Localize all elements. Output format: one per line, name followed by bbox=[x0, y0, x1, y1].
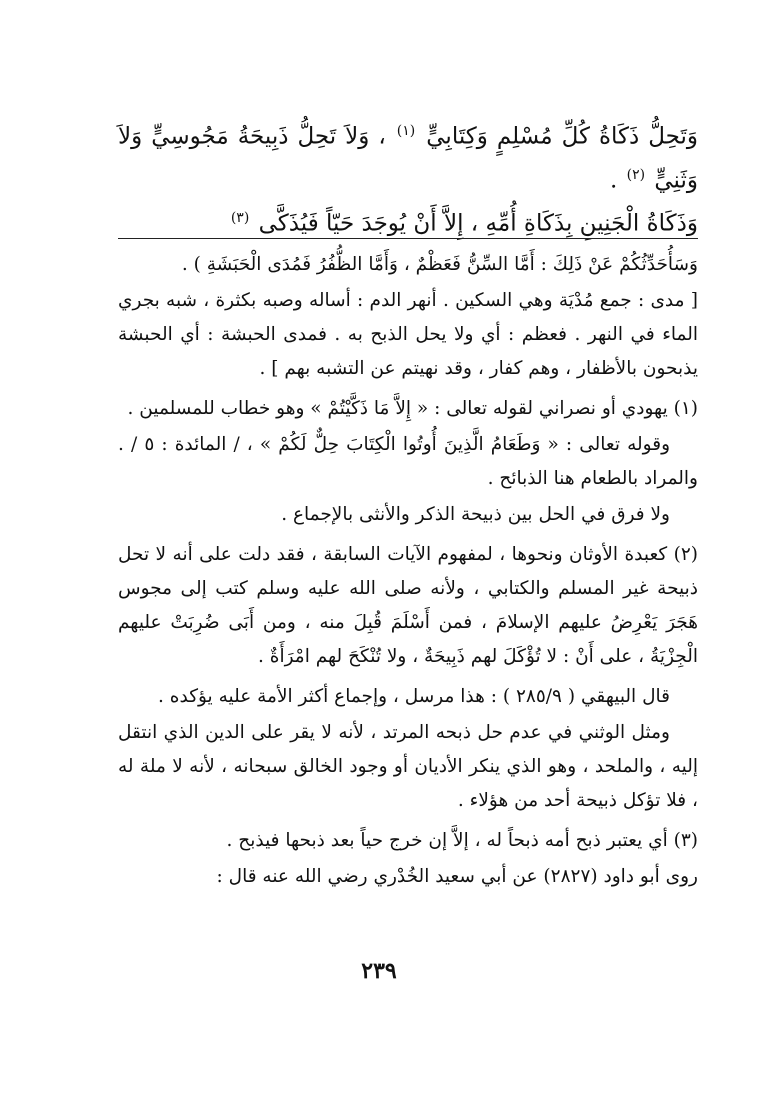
footnote-paragraph: ومثل الوثني في عدم حل ذبحه المرتد ، لأنه لا يقر على الدين الذي انتقل إليه ، والملحد ، وهو الذي ينكر الأديان أو وجود الخالق سبحانه ، لأنه لا ملة له ، فلا تؤكل ذبيحة أحد من هؤلاء . bbox=[118, 722, 698, 811]
footnote-paragraph: قال البيهقي ( ٢٨٥/٩ ) : هذا مرسل ، وإجماع أكثر الأمة عليه يؤكده . bbox=[158, 686, 670, 707]
footnote-paragraph: (٣) أي يعتبر ذبح أمه ذبحاً له ، إلاَّ إن خرج حياً بعد ذبحها فيذبح . bbox=[226, 830, 698, 851]
main-text-segment: وَذَكَاةُ الْجَنِينِ بِذَكَاةِ أُمِّهِ ، إِلاَّ أَنْ يُوجَدَ حَيّاً فَيُذَكَّى bbox=[258, 210, 698, 237]
page-number: ٢٣٩ bbox=[361, 958, 397, 984]
main-paragraph-1 bbox=[118, 112, 698, 199]
main-text bbox=[118, 112, 698, 243]
main-text-segment: . bbox=[609, 167, 618, 194]
footnote-paragraph: ولا فرق في الحل بين ذبيحة الذكر والأنثى بالإجماع . bbox=[281, 504, 670, 525]
footnote-paragraph: روى أبو داود (٢٨٢٧) عن أبي سعيد الخُدْري رضي الله عنه قال : bbox=[216, 866, 698, 887]
footnote-ref-2: (٢) bbox=[626, 166, 646, 183]
footnote-paragraph: وقوله تعالى : « وَطَعَامُ الَّذِينَ أُوتُوا الْكِتَابَ حِلٌّ لَكُمْ » ، / المائدة : ٥ / . والمراد بالطعام هنا الذبائح . bbox=[118, 434, 698, 489]
main-paragraph-2 bbox=[118, 199, 698, 243]
main-text-segment: ، وَلاَ تَحِلُّ ذَبِيحَةُ مَجُوسِيٍّ وَلاَ وَثَنِيٍّ bbox=[118, 123, 698, 194]
footnote-ref-1: (١) bbox=[396, 123, 416, 139]
footnotes bbox=[118, 248, 698, 896]
main-text-segment: وَتَحِلُّ ذَكَاةُ كُلِّ مُسْلِمٍ وَكِتَابِيٍّ bbox=[426, 123, 698, 150]
footnote-ref-3: (٣) bbox=[230, 210, 250, 227]
footnote-divider bbox=[118, 238, 698, 239]
footnote-paragraph: [ مدى : جمع مُدْيَة وهي السكين . أنهر الدم : أساله وصبه بكثرة ، شبه بجري الماء في النهر . فعظم : أي ولا يحل الذبح به . فمدى الحبشة : أي الحبشة يذبحون بالأظفار ، وهم كفار ، وقد نهيتم عن التشبه بهم ] . bbox=[118, 290, 698, 379]
footnote-paragraph: (٢) كعبدة الأوثان ونحوها ، لمفهوم الآيات السابقة ، فقد دلت على أنه لا تحل ذبيحة غير المسلم والكتابي ، ولأنه صلى الله عليه وسلم كتب إلى مجوس هَجَرَ يَعْرِضُ عليهم الإسلامَ ، فمن أَسْلَمَ قُبِلَ منه ، ومن أَبَى ضُرِبَتْ عليهم الْجِزْيَةُ ، على أَنْ : لا تُؤْكَلَ لهم ذَبِيحَةٌ ، ولا تُنْكَحَ لهم امْرَأَةٌ . bbox=[118, 544, 698, 667]
footnote-paragraph: وَسَأُحَدِّثُكُمْ عَنْ ذَلِكَ : أَمَّا السِّنُّ فَعَظْمٌ ، وَأَمَّا الظُّفُرُ فَمُدَى الْحَبَشَةِ ) . bbox=[181, 254, 698, 275]
footnote-paragraph: (١) يهودي أو نصراني لقوله تعالى : « إِلاَّ مَا ذَكَّيْتُمْ » وهو خطاب للمسلمين . bbox=[127, 398, 698, 419]
